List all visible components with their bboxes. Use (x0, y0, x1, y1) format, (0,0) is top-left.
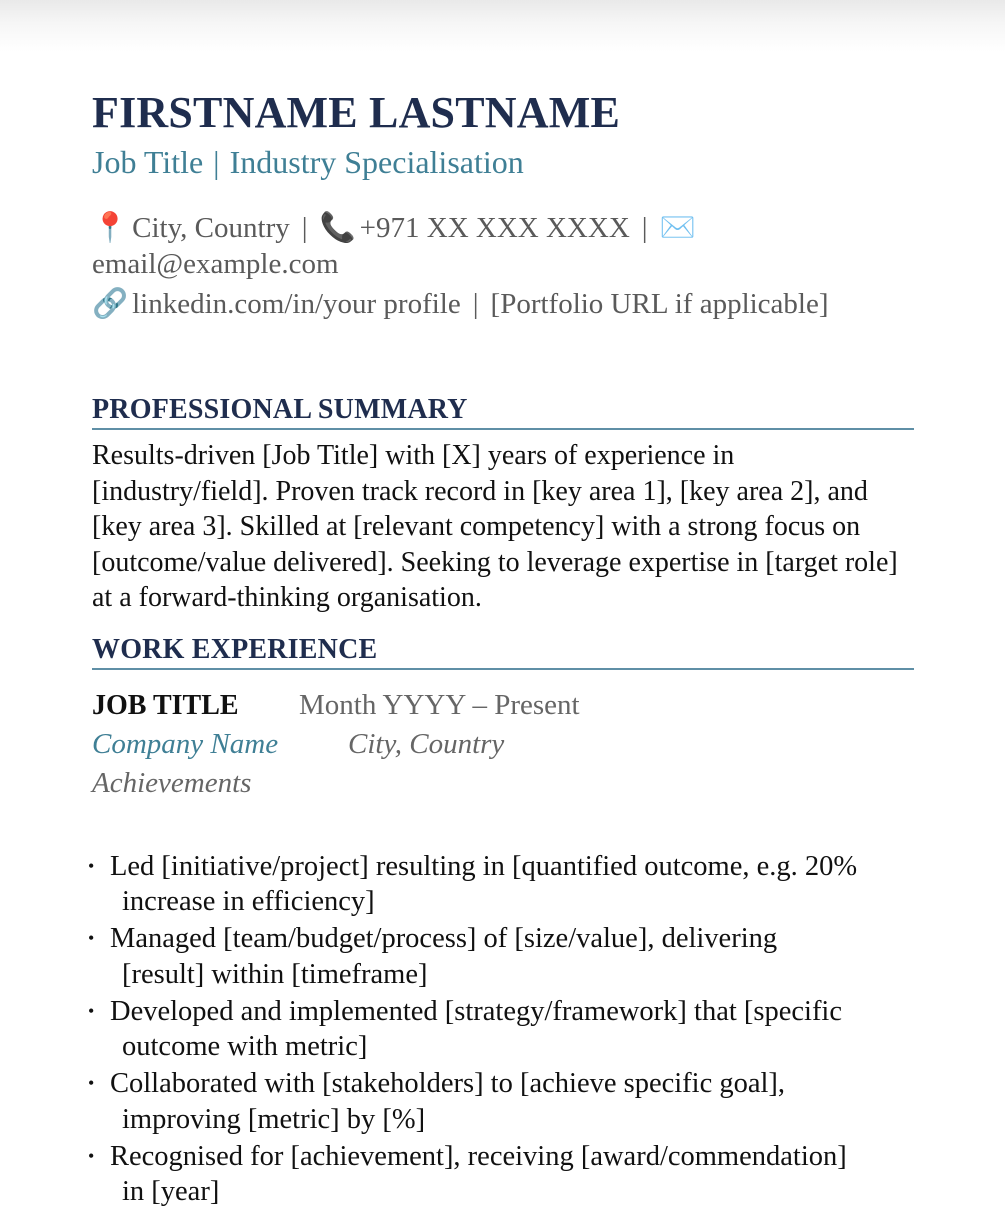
contact-line-1 (92, 210, 914, 246)
achievements-list (88, 849, 914, 1210)
bullet-line-2: improving [metric] by [%] (122, 1103, 426, 1135)
bullet-line-1: Collaborated with [stakeholders] to [achieve specific goal], (110, 1068, 786, 1099)
bullet-line-1: Managed [team/budget/process] of [size/value], delivering (110, 923, 778, 954)
summary-heading: PROFESSIONAL SUMMARY (92, 394, 914, 430)
bullet-icon: • (88, 1000, 95, 1021)
contact-portfolio[interactable]: [Portfolio URL if applicable] (490, 288, 829, 320)
contact-line-3 (92, 286, 914, 322)
list-item (80, 849, 914, 920)
job-header (92, 686, 914, 725)
contact-phone: +971 XX XXX XXXX (359, 212, 630, 244)
list-item (80, 921, 914, 992)
candidate-name: FIRSTNAME LASTNAME (92, 88, 620, 137)
contact-line-2 (92, 246, 914, 282)
job-dates: Month YYYY – Present (299, 688, 580, 721)
contact-location: City, Country (132, 212, 290, 244)
bullet-line-1: Led [initiative/project] resulting in [quantified outcome, e.g. 20% (110, 850, 858, 882)
list-item (80, 1066, 914, 1137)
contact-separator: | (472, 288, 479, 320)
bullet-icon: • (88, 1073, 95, 1093)
company-location: City, Country (348, 727, 505, 760)
bullet-line-2: outcome with metric] (122, 1031, 368, 1062)
company-name: Company Name (92, 727, 279, 760)
work-experience-heading: WORK EXPERIENCE (92, 634, 914, 670)
job-title-headline: Job Title (92, 144, 204, 180)
bullet-line-2: [result] within [timeframe] (122, 958, 428, 990)
contact-separator: | (301, 212, 308, 244)
company-row (92, 725, 914, 763)
headline-separator: | (213, 144, 220, 180)
bullet-icon: • (88, 928, 95, 948)
resume-page (88, 86, 914, 1211)
contact-separator: | (641, 212, 648, 244)
bullet-line-1: Developed and implemented [strategy/framework] that [specific (110, 995, 842, 1027)
industry-specialisation: Industry Specialisation (229, 144, 524, 180)
list-item (80, 994, 914, 1065)
phone-icon: 📞 (319, 212, 356, 244)
link-icon: 🔗 (92, 288, 129, 320)
bullet-line-1: Recognised for [achievement], receiving [award/commendation] (110, 1140, 847, 1172)
job-title: JOB TITLE (92, 689, 239, 721)
achievements-label: Achievements (92, 766, 252, 799)
summary-text: Results-driven [Job Title] with [X] years of experience in [industry/field]. Proven track record in [key area 1], [key area 2], and [key area 3]. Skilled at [relevant competency] with a strong focus on [outcome/value delivered]. Seeking to leverage expertise in [target role] at a forward-thinking organisation. (92, 440, 898, 613)
pin-icon: 📍 (92, 212, 129, 244)
contact-linkedin[interactable]: linkedin.com/in/your profile (132, 288, 461, 320)
bullet-line-2: increase in efficiency] (122, 886, 375, 917)
bullet-icon: • (88, 1145, 95, 1166)
contact-email[interactable]: email@example.com (92, 248, 339, 280)
page-top-shadow (0, 0, 1005, 52)
bullet-icon: • (88, 855, 95, 876)
headline (92, 142, 914, 182)
contact-block (92, 210, 914, 322)
bullet-line-2: in [year] (122, 1176, 220, 1207)
list-item (80, 1139, 914, 1210)
mail-icon: ✉️ (659, 212, 696, 244)
